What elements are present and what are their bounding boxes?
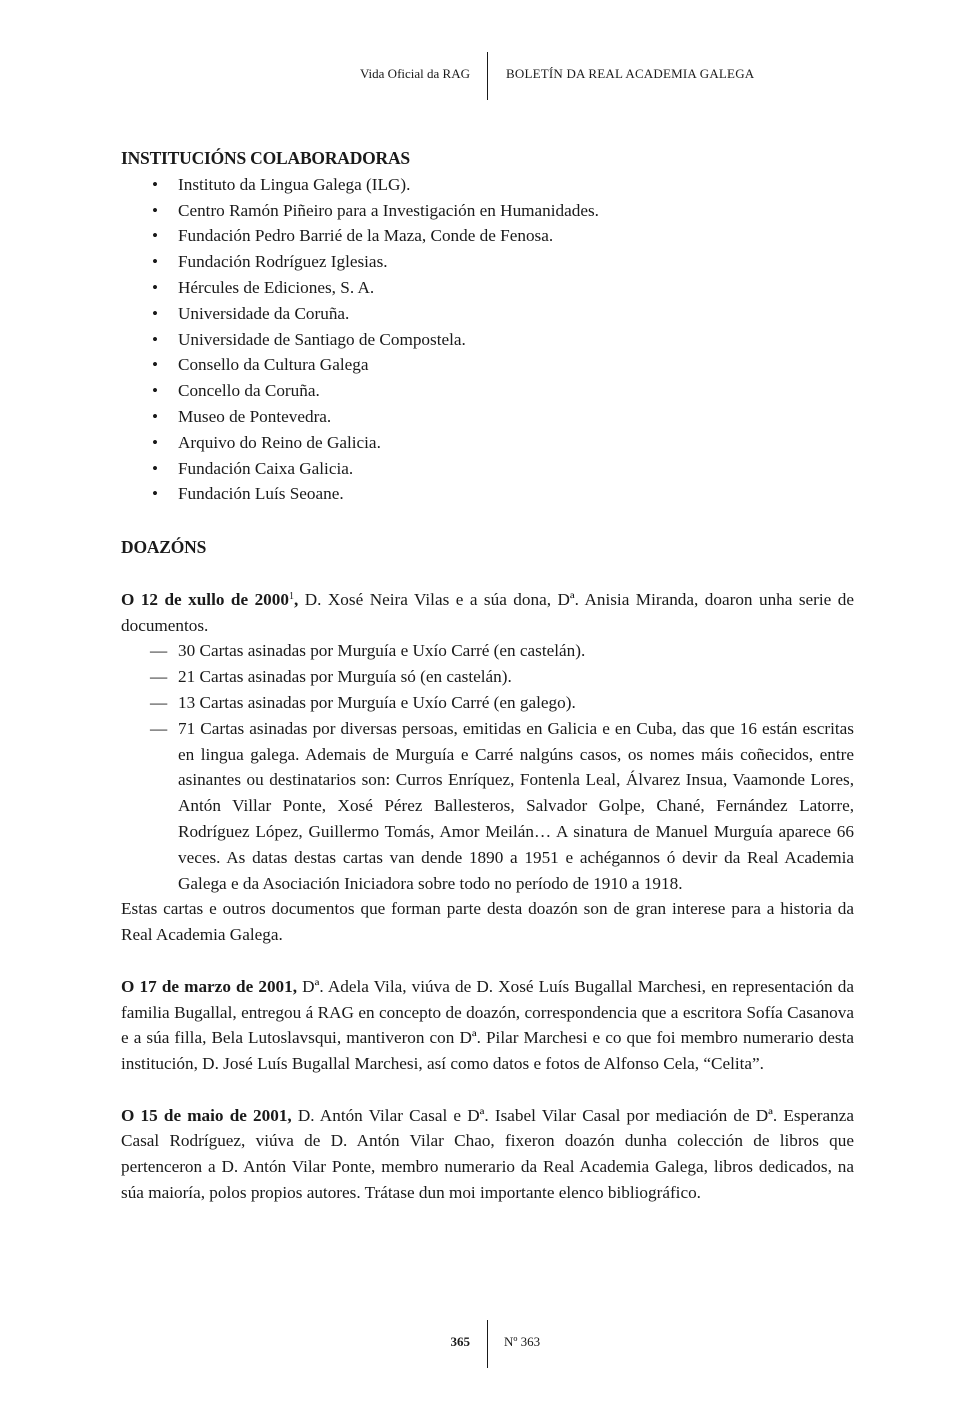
list-item-text: Consello da Cultura Galega xyxy=(178,355,369,375)
list-item-text: Museo de Pontevedra. xyxy=(178,406,332,426)
list-item-text: Fundación Luís Seoane. xyxy=(178,484,344,504)
list-item-text: 30 Cartas asinadas por Murguía e Uxío Carré (en castelán). xyxy=(178,641,586,661)
entry-text: D. Xosé Neira Vilas e a súa dona, Dª. Anisia Miranda, doaron unha serie de documentos. xyxy=(121,589,854,635)
list-item xyxy=(121,352,854,378)
list-item-text: Hércules de Ediciones, S. A. xyxy=(178,277,375,297)
issue-number: Nº 363 xyxy=(504,1334,541,1349)
list-item xyxy=(121,327,854,353)
list-item xyxy=(121,456,854,482)
list-item-text: Fundación Rodríguez Iglesias. xyxy=(178,252,388,272)
bullet-icon: • xyxy=(152,277,159,297)
bullet-icon: • xyxy=(152,226,159,246)
list-item xyxy=(121,223,854,249)
bullet-icon: • xyxy=(152,458,159,478)
dash-marker: — xyxy=(150,667,168,687)
donation-entry-2000 xyxy=(121,587,854,639)
donation-entry-2001-may xyxy=(121,1103,854,1206)
list-item-text: Concello da Coruña. xyxy=(178,381,320,401)
bullet-icon: • xyxy=(152,329,159,349)
list-item xyxy=(121,198,854,224)
bullet-icon: • xyxy=(152,381,159,401)
list-item-text: Universidade de Santiago de Compostela. xyxy=(178,329,466,349)
entry-text: D. Antón Vilar Casal e Dª. Isabel Vilar Casal por mediación de Dª. Esperanza Casal Rodríguez, viúva de D. Antón Vilar Chao, fixeron doazón dunha colección de libros que pertenceron a D. Antón Vilar Ponte, membro numerario da Real Academia Galega, libros dedicados, na súa maioría, polos propios autores. Trátase dun moi importante elenco bibliográfico. xyxy=(121,1105,854,1203)
list-item xyxy=(121,638,854,664)
entry-date: O 17 de marzo de 2001, xyxy=(121,976,298,996)
bullet-icon: • xyxy=(152,432,159,452)
entry-date: O 12 de xullo de 2000 xyxy=(121,589,289,609)
bullet-icon: • xyxy=(152,303,159,323)
bullet-icon: • xyxy=(152,484,159,504)
header-divider xyxy=(487,52,488,100)
page-header xyxy=(0,52,975,100)
list-item xyxy=(121,275,854,301)
bullet-icon: • xyxy=(152,200,159,220)
list-item xyxy=(121,716,854,897)
list-item-text: 21 Cartas asinadas por Murguía só (en castelán). xyxy=(178,667,512,687)
list-item xyxy=(121,481,854,507)
dash-marker: — xyxy=(150,692,168,712)
institucions-heading: INSTITUCIÓNS COLABORADORAS xyxy=(121,148,410,168)
list-item xyxy=(121,690,854,716)
bullet-icon: • xyxy=(152,252,159,272)
list-item-text: Centro Ramón Piñeiro para a Investigación en Humanidades. xyxy=(178,200,599,220)
list-item-text: 71 Cartas asinadas por diversas persoas, emitidas en Galicia e en Cuba, das que 16 están escritas en lingua galega. Ademais de Murguía e Carré nalgúns casos, os nomes máis coñecidos, entre asinantes ou destinatarios son: Curros Enríquez, Fontenla Leal, Álvarez Insua, Vaamonde Lores, Antón Villar Ponte, Xosé Pérez Ballesteros, Salvador Golpe, Chané, Fernández Latorre, Rodríguez López, Guillermo Tomás, Amor Meilán… A sinatura de Manuel Murguía aparece 66 veces. As datas destas cartas van dende 1890 a 1951 e achégannos ó devir da Real Academia Galega e da Asociación Iniciadora sobre todo no período de 1910 a 1918. xyxy=(178,718,854,893)
list-item-text: Instituto da Lingua Galega (ILG). xyxy=(178,174,411,194)
entry-date-comma: , xyxy=(293,589,299,609)
publication-title: BOLETÍN DA REAL ACADEMIA GALEGA xyxy=(506,66,755,81)
list-item-text: Arquivo do Reino de Galicia. xyxy=(178,432,381,452)
doazons-heading: DOAZÓNS xyxy=(121,537,207,558)
entry-date: O 15 de maio de 2001, xyxy=(121,1105,292,1125)
list-item xyxy=(121,404,854,430)
list-item xyxy=(121,378,854,404)
footer-divider xyxy=(487,1320,488,1368)
page-content xyxy=(121,146,854,1206)
list-item xyxy=(121,301,854,327)
dash-marker: — xyxy=(150,641,168,661)
letters-list xyxy=(121,638,854,896)
bullet-icon: • xyxy=(152,355,159,375)
list-item-text: 13 Cartas asinadas por Murguía e Uxío Carré (en galego). xyxy=(178,692,576,712)
list-item xyxy=(121,172,854,198)
bullet-icon: • xyxy=(152,174,159,194)
list-item-text: Universidade da Coruña. xyxy=(178,303,350,323)
section-title: Vida Oficial da RAG xyxy=(359,66,470,81)
bullet-icon: • xyxy=(152,406,159,426)
entry-text: Dª. Adela Vila, viúva de D. Xosé Luís Bugallal Marchesi, en representación da familia Bugallal, entregou á RAG en concepto de doazón, correspondencia que a escritora Sofía Casanova e a súa filla, Bela Lutoslavsqui, mantiveron con Dª. Pilar Marchesi e co que foi membro numerario desta institución, D. José Luís Bugallal Marchesi, así como datos e fotos de Alfonso Cela, “Celita”. xyxy=(121,976,854,1074)
list-item xyxy=(121,430,854,456)
list-item xyxy=(121,249,854,275)
list-item-text: Fundación Caixa Galicia. xyxy=(178,458,354,478)
page-footer xyxy=(0,1320,975,1368)
institucions-list xyxy=(121,172,854,507)
donation-closing: Estas cartas e outros documentos que forman parte desta doazón son de gran interese para a historia da Real Academia Galega. xyxy=(121,899,854,945)
dash-marker: — xyxy=(150,718,168,738)
footnote-ref[interactable]: 1 xyxy=(288,590,294,602)
page-number: 365 xyxy=(450,1334,470,1349)
list-item xyxy=(121,664,854,690)
donation-entry-2001-march xyxy=(121,974,854,1077)
list-item-text: Fundación Pedro Barrié de la Maza, Conde de Fenosa. xyxy=(178,226,554,246)
